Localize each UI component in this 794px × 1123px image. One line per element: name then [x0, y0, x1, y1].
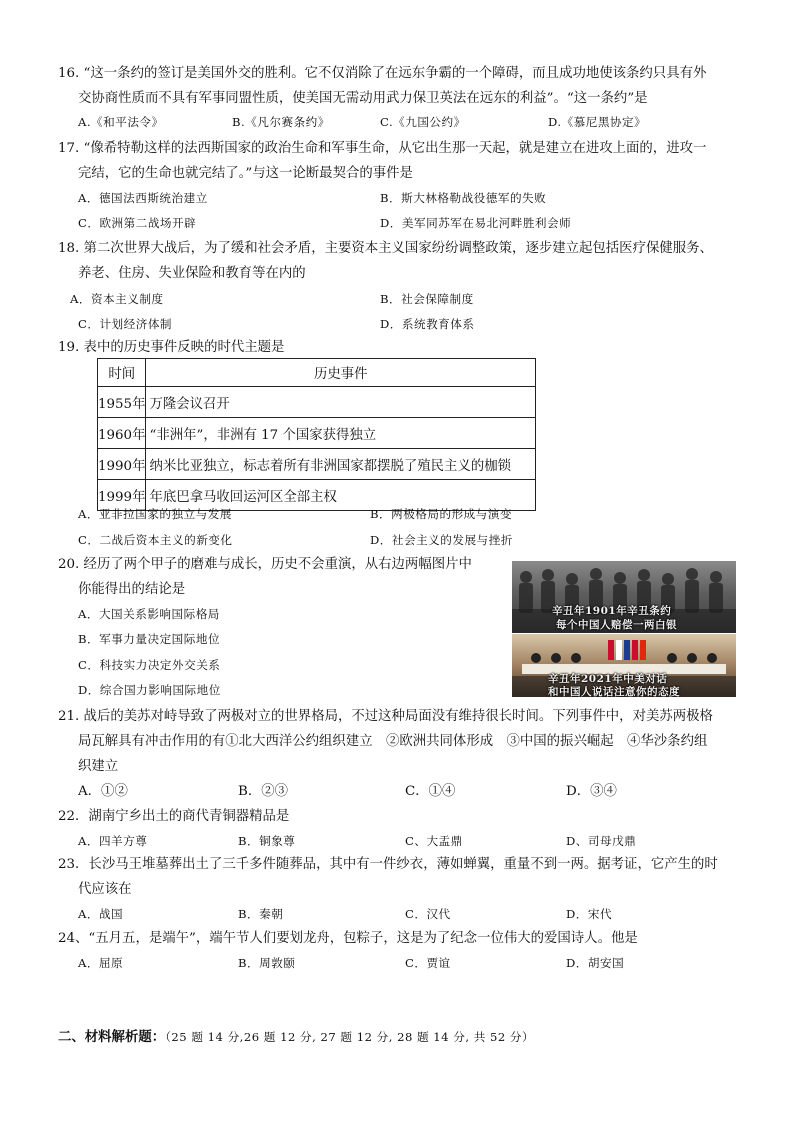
q21-stem-line1: 21. 战后的美苏对峙导致了两极对立的世界格局，不过这种局面没有维持很长时间。下列事件中，对美苏两极格 — [58, 709, 713, 724]
table-header-time: 时间 — [98, 359, 146, 387]
q23-option-c: C．汉代 — [405, 907, 451, 921]
q20-option-b: B．军事力量决定国际地位 — [78, 632, 221, 646]
table-cell-event: 纳米比亚独立，标志着所有非洲国家都摆脱了殖民主义的枷锁 — [146, 449, 536, 480]
q23-stem-line1: 23．长沙马王堆墓葬出土了三千多件随葬品，其中有一件纱衣，薄如蝉翼，重量不到一两。据考证，它产生的时 — [58, 857, 718, 872]
q16-option-a: A.《和平法令》 — [78, 115, 164, 129]
history-events-table — [97, 358, 536, 511]
q16-stem-line1: 16. “这一条约的签订是美国外交的胜利。它不仅消除了在远东争霸的一个障碍，而且成功地使该条约只具有外 — [58, 66, 707, 81]
q17-option-a: A．德国法西斯统治建立 — [78, 191, 208, 205]
q20-stem-line2: 你能得出的结论是 — [78, 582, 186, 597]
q19-option-b: B．两极格局的形成与演变 — [370, 507, 513, 521]
q16-stem-line2: 交协商性质而不具有军事同盟性质，使美国无需动用武力保卫英法在远东的利益”。“这一条约”是 — [78, 91, 648, 106]
q22-option-c: C、大盂鼎 — [405, 834, 463, 848]
q19-option-c: C．二战后资本主义的新变化 — [78, 533, 233, 547]
q21-option-b: B．②③ — [238, 784, 289, 799]
q23-option-a: A．战国 — [78, 907, 124, 921]
q21-option-a: A．①② — [78, 784, 128, 799]
q20-option-a: A．大国关系影响国际格局 — [78, 607, 220, 621]
q19-option-d: D．社会主义的发展与挫折 — [370, 533, 513, 547]
table-header-event: 历史事件 — [146, 359, 536, 387]
q17-option-c: C．欧洲第二战场开辟 — [78, 216, 197, 230]
q22-stem: 22．湖南宁乡出土的商代青铜器精品是 — [58, 809, 290, 824]
q18-option-d: D．系统教育体系 — [380, 317, 475, 331]
photo-1901-caption-1: 辛丑年1901年辛丑条约 — [552, 605, 672, 617]
table-header-row — [98, 359, 536, 387]
table-cell-year: 1960年 — [98, 418, 146, 449]
photo-2021-caption-1: 辛丑年2021年中美对话 — [548, 673, 668, 685]
q24-option-c: C．贾谊 — [405, 956, 451, 970]
q16-option-d: D.《慕尼黑协定》 — [548, 115, 647, 129]
photo-1901-treaty — [512, 561, 736, 633]
q22-option-a: A．四羊方尊 — [78, 834, 148, 848]
q17-stem-line1: 17. “像希特勒这样的法西斯国家的政治生命和军事生命，从它出生那一天起，就是建立在进攻上面的，进攻一 — [58, 141, 707, 156]
photo-2021-caption-2: 和中国人说话注意你的态度 — [548, 686, 680, 697]
q17-stem-line2: 完结，它的生命也就完结了。”与这一论断最契合的事件是 — [78, 166, 413, 181]
q16-option-b: B.《凡尔赛条约》 — [232, 115, 330, 129]
table-cell-year: 1990年 — [98, 449, 146, 480]
q17-option-b: B．斯大林格勒战役德军的失败 — [380, 191, 547, 205]
table-row — [98, 449, 536, 480]
table-cell-year: 1999年 — [98, 480, 146, 511]
photo-1901-caption-2: 每个中国人赔偿一两白银 — [556, 619, 677, 631]
q22-option-d: D、司母戊鼎 — [566, 834, 637, 848]
q24-option-d: D．胡安国 — [566, 956, 625, 970]
q19-option-a: A．亚非拉国家的独立与发展 — [78, 507, 232, 521]
q21-option-d: D．③④ — [566, 784, 617, 799]
q23-option-d: D．宋代 — [566, 907, 613, 921]
q24-option-b: B．周敦颐 — [238, 956, 296, 970]
section-2-title: 二、材料解析题： — [58, 1030, 166, 1045]
q19-stem: 19. 表中的历史事件反映的时代主题是 — [58, 340, 285, 355]
table-cell-event: “非洲年”，非洲有 17 个国家获得独立 — [146, 418, 536, 449]
q23-stem-line2: 代应该在 — [78, 882, 132, 897]
table-row — [98, 387, 536, 418]
q17-option-d: D．美军同苏军在易北河畔胜利会师 — [380, 216, 572, 230]
q22-option-b: B．铜象尊 — [238, 834, 296, 848]
q18-option-a: A．资本主义制度 — [70, 292, 164, 306]
q20-stem-line1: 20. 经历了两个甲子的磨难与成长，历史不会重演，从右边两幅图片中 — [58, 557, 472, 572]
q21-stem-line3: 织建立 — [78, 759, 119, 774]
q18-stem-line1: 18. 第二次世界大战后，为了缓和社会矛盾，主要资本主义国家纷纷调整政策，逐步建立起包括医疗保健服务、 — [58, 241, 713, 256]
section-2-score-note: （25 题 14 分,26 题 12 分, 27 题 12 分, 28 题 14 分, 共 52 分） — [165, 1030, 535, 1044]
q21-option-c: C．①④ — [405, 784, 456, 799]
photo-2021-dialogue — [512, 634, 736, 697]
q24-stem: 24、“五月五，是端午”，端午节人们要划龙舟，包粽子，这是为了纪念一位伟大的爱国诗人。他是 — [58, 931, 638, 946]
table-cell-year: 1955年 — [98, 387, 146, 418]
q18-stem-line2: 养老、住房、失业保险和教育等在内的 — [78, 266, 306, 281]
q21-stem-line2: 局瓦解具有冲击作用的有①北大西洋公约组织建立 ②欧洲共同体形成 ③中国的振兴崛起 ④华沙条约组 — [78, 734, 708, 749]
q23-option-b: B．秦朝 — [238, 907, 284, 921]
table-cell-event: 万隆会议召开 — [146, 387, 536, 418]
q24-option-a: A．屈原 — [78, 956, 124, 970]
q20-option-d: D．综合国力影响国际地位 — [78, 683, 221, 697]
table-row — [98, 418, 536, 449]
q18-option-b: B．社会保障制度 — [380, 292, 474, 306]
q18-option-c: C．计划经济体制 — [78, 317, 173, 331]
q20-option-c: C．科技实力决定外交关系 — [78, 658, 221, 672]
q16-option-c: C.《九国公约》 — [380, 115, 466, 129]
section-2-heading — [58, 1026, 534, 1045]
table-cell-event: 年底巴拿马收回运河区全部主权 — [146, 480, 536, 511]
